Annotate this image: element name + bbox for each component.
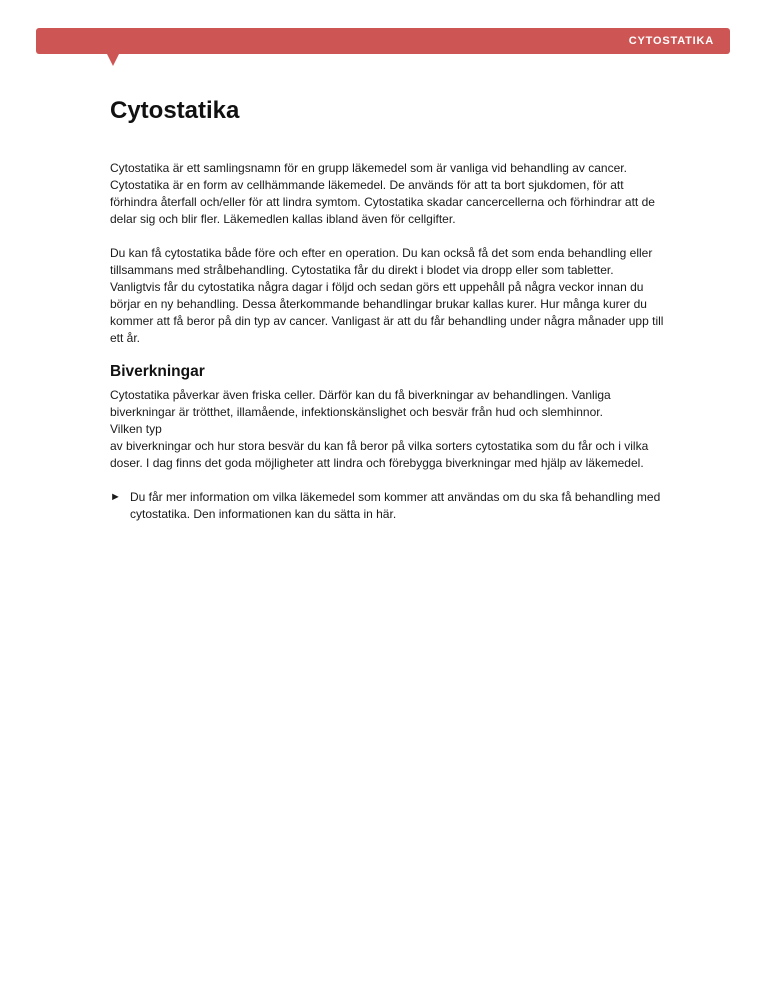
page-title: Cytostatika xyxy=(110,97,240,124)
treatment-paragraph: Du kan få cytostatika både före och efter en operation. Du kan också få det som enda behandling eller tillsammans med strålbehandling. Cytostatika får du direkt i blodet via dropp eller som tabletter. Vanligtvis får du cytostatika några dagar i följd och sedan görs ett uppehåll på några veckor innan du börjar en ny behandling. Dessa återkommande behandlingar brukar kallas kurer. Hur många kurer du kommer att få beror på din typ av cancer. Vanligast är att du får behandling under några månader upp till ett år. xyxy=(110,246,664,345)
side-effects-heading: Biverkningar xyxy=(110,363,205,380)
right-pointer-icon: ► xyxy=(110,491,121,503)
side-effects-line: Cytostatika påverkar även friska celler. Därför kan du få biverkningar av behandlingen. Vanliga biverkningar är trötthet, illamående, infektionskänslighet och besvär från hud och slemhinnor. xyxy=(110,388,611,419)
info-tip xyxy=(110,489,666,523)
document-body xyxy=(110,96,666,523)
side-effects-line: Vilken typ xyxy=(110,422,162,436)
info-tip-text: Du får mer information om vilka läkemedel som kommer att användas om du ska få behandling med cytostatika. Den informationen kan du sätta in här. xyxy=(130,490,661,521)
side-effects-line: av biverkningar och hur stora besvär du kan få beror på vilka sorters cytostatika som du får och i vilka doser. I dag finns det goda möjligheter att lindra och förebygga biverkningar med hjälp av läkemedel. xyxy=(110,439,649,470)
header-pointer-icon xyxy=(107,54,119,66)
section-header-bar xyxy=(36,28,730,54)
side-effects-paragraph xyxy=(110,387,666,472)
intro-paragraph: Cytostatika är ett samlingsnamn för en grupp läkemedel som är vanliga vid behandling av cancer. Cytostatika är en form av cellhämmande läkemedel. De används för att ta bort sjukdomen, för att förhindra återfall och/eller för att lindra symtom. Cytostatika skadar cancercellerna och förhindrar att de delar sig och blir fler. Läkemedlen kallas ibland även för cellgifter. xyxy=(110,161,655,226)
section-header-label: CYTOSTATIKA xyxy=(628,35,714,47)
